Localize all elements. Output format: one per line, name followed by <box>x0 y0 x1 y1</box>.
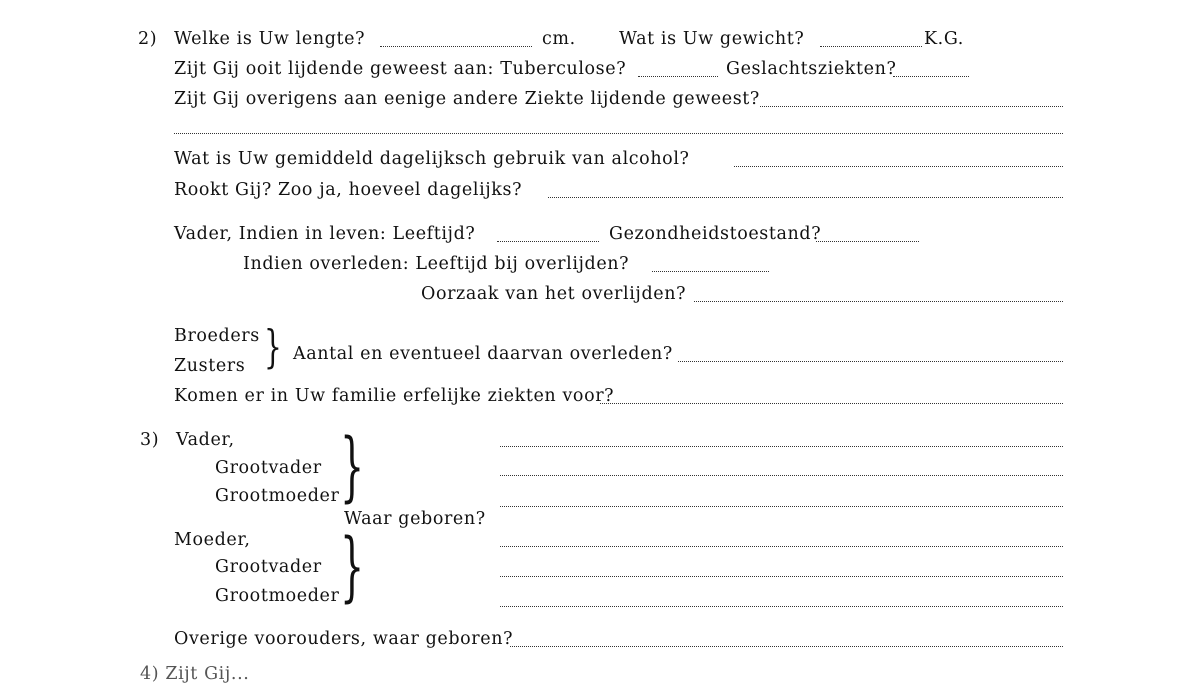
smoking-question: Rookt Gij? Zoo ja, hoeveel dagelijks? <box>174 180 523 200</box>
alcohol-field[interactable] <box>734 166 1063 167</box>
tuberculosis-field[interactable] <box>638 76 718 77</box>
mother-label: Moeder, <box>174 530 251 550</box>
paternal-brace-icon: } <box>340 422 365 510</box>
father-death-age-field[interactable] <box>652 271 769 272</box>
weight-unit: K.G. <box>924 29 964 49</box>
venereal-field[interactable] <box>893 76 969 77</box>
death-cause-question: Oorzaak van het overlijden? <box>421 284 687 304</box>
father-label: Vader, <box>176 430 235 450</box>
length-field[interactable] <box>380 46 532 47</box>
sisters-label: Zusters <box>174 356 246 376</box>
maternal-grandmother-label: Grootmoeder <box>215 586 340 606</box>
mother-birthplace-field[interactable] <box>500 546 1063 547</box>
section-4-partial: 4) Zijt Gij... <box>140 664 250 684</box>
alcohol-question: Wat is Uw gemiddeld dagelijksch gebruik van alcohol? <box>174 149 690 169</box>
hereditary-question: Komen er in Uw familie erfelijke ziekten voor? <box>174 386 615 406</box>
length-unit: cm. <box>542 29 576 49</box>
siblings-field[interactable] <box>678 361 1063 362</box>
weight-question: Wat is Uw gewicht? <box>619 29 805 49</box>
tuberculosis-question: Zijt Gij ooit lijdende geweest aan: Tuberculose? <box>174 59 627 79</box>
siblings-question: Aantal en eventueel daarvan overleden? <box>293 344 673 364</box>
paternal-grandmother-birthplace-field[interactable] <box>500 506 1063 507</box>
length-question: Welke is Uw lengte? <box>174 29 366 49</box>
section-2-number: 2) <box>138 29 158 49</box>
paternal-grandfather-birthplace-field[interactable] <box>500 475 1063 476</box>
other-illness-question: Zijt Gij overigens aan eenige andere Ziekte lijdende geweest? <box>174 89 760 109</box>
health-question: Gezondheidstoestand? <box>609 224 822 244</box>
siblings-brace-icon: } <box>264 320 283 373</box>
smoking-field[interactable] <box>548 197 1063 198</box>
other-illness-field[interactable] <box>760 106 1063 107</box>
section-3-number: 3) <box>140 430 160 450</box>
birthplace-question: Waar geboren? <box>344 509 486 529</box>
father-death-age-question: Indien overleden: Leeftijd bij overlijden? <box>243 254 630 274</box>
other-illness-field-continued[interactable] <box>174 133 1063 134</box>
other-ancestors-field[interactable] <box>510 646 1063 647</box>
death-cause-field[interactable] <box>694 301 1063 302</box>
father-age-field[interactable] <box>497 241 599 242</box>
hereditary-field[interactable] <box>600 403 1063 404</box>
paternal-grandmother-label: Grootmoeder <box>215 486 340 506</box>
brothers-label: Broeders <box>174 326 260 346</box>
maternal-grandmother-birthplace-field[interactable] <box>500 606 1063 607</box>
maternal-grandfather-birthplace-field[interactable] <box>500 576 1063 577</box>
maternal-grandfather-label: Grootvader <box>215 557 322 577</box>
other-ancestors-question: Overige voorouders, waar geboren? <box>174 629 514 649</box>
weight-field[interactable] <box>820 46 922 47</box>
health-field[interactable] <box>816 241 919 242</box>
paternal-grandfather-label: Grootvader <box>215 458 322 478</box>
father-birthplace-field[interactable] <box>500 446 1063 447</box>
venereal-question: Geslachtsziekten? <box>726 59 897 79</box>
maternal-brace-icon: } <box>340 522 365 610</box>
father-age-question: Vader, Indien in leven: Leeftijd? <box>174 224 476 244</box>
